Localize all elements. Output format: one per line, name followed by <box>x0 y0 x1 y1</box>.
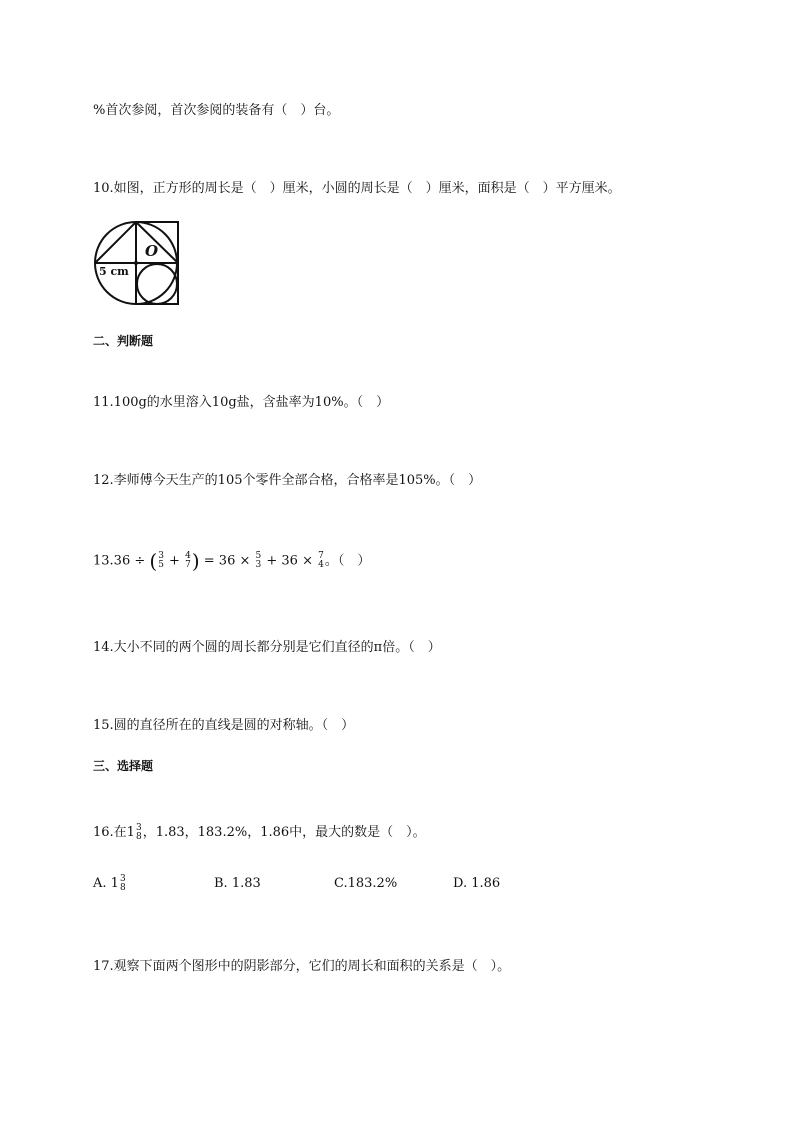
q13-f1-den: 5 <box>158 560 164 570</box>
q13-mid2: + 36 × <box>262 553 318 569</box>
question-10: 10.如图，正方形的周长是（ ）厘米，小圆的周长是（ ）厘米，面积是（ ）平方厘米。 <box>93 181 621 196</box>
q16-f-den: 8 <box>135 831 142 842</box>
question-17: 17.观察下面两个图形中的阴影部分，它们的周长和面积的关系是（ ）。 <box>93 959 511 974</box>
q13-fraction-1 <box>158 552 164 570</box>
question-14: 14.大小不同的两个圆的周长都分别是它们直径的π倍。（ ） <box>93 640 441 655</box>
q16-f-num: 3 <box>135 822 142 833</box>
circle-square-figure <box>93 220 183 310</box>
option-c[interactable]: C.183.2% <box>334 876 398 891</box>
q13-close-paren: ) <box>191 549 200 573</box>
q13-mid: = 36 × <box>199 553 255 569</box>
option-a-f-num: 3 <box>119 873 126 884</box>
option-a-fraction <box>120 875 126 893</box>
question-16 <box>93 823 426 843</box>
center-label: O <box>145 242 159 260</box>
q16-prefix: 16.在1 <box>93 825 135 840</box>
option-b[interactable]: B. 1.83 <box>214 876 261 891</box>
q13-open-paren: ( <box>149 549 158 573</box>
section-judgment-heading: 二、判断题 <box>93 334 154 348</box>
q13-f4-den: 4 <box>318 560 324 570</box>
q13-f3-den: 3 <box>255 560 262 570</box>
q13-f2-num: 4 <box>185 551 191 561</box>
question-11: 11.100g的水里溶入10g盐，含盐率为10%。（ ） <box>93 395 390 410</box>
option-a-f-den: 8 <box>119 882 126 893</box>
question-12: 12.李师傅今天生产的105个零件全部合格，合格率是105%。（ ） <box>93 473 482 488</box>
q13-suffix: 。（ ） <box>324 553 371 569</box>
q13-fraction-4 <box>318 552 324 570</box>
q13-fraction-3 <box>256 552 262 570</box>
question-9-tail: %首次参阅，首次参阅的装备有（ ）台。 <box>93 103 340 118</box>
q16-fraction <box>136 824 142 842</box>
question-15: 15.圆的直径所在的直线是圆的对称轴。（ ） <box>93 718 355 733</box>
option-d[interactable]: D. 1.86 <box>453 876 501 891</box>
q13-prefix: 13.36 ÷ <box>93 553 150 569</box>
q13-f4-num: 7 <box>318 551 324 561</box>
q13-f2-den: 7 <box>185 560 191 570</box>
option-a[interactable] <box>93 874 127 894</box>
q13-f1-num: 3 <box>158 551 164 561</box>
q13-plus: + <box>164 553 185 569</box>
q13-fraction-2 <box>185 552 191 570</box>
center-dot <box>134 261 138 265</box>
q16-suffix: ，1.83，183.2%，1.86中，最大的数是（ ）。 <box>142 825 426 840</box>
option-a-prefix: A. 1 <box>93 876 119 891</box>
question-13 <box>93 551 370 572</box>
radius-label: 5 cm <box>99 265 129 278</box>
section-choice-heading: 三、选择题 <box>93 759 154 773</box>
q13-f3-num: 5 <box>255 551 262 561</box>
question-16-options <box>93 874 513 896</box>
